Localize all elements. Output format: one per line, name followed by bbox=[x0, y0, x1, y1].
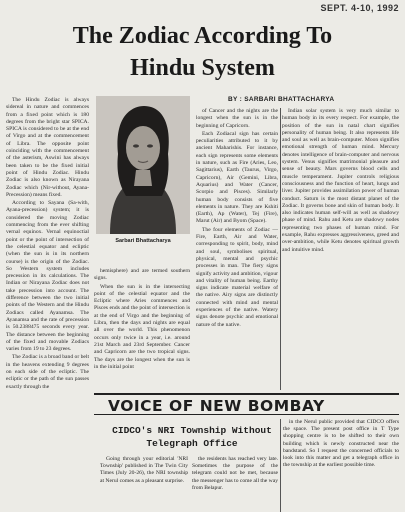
issue-date: SEPT. 4-10, 1992 bbox=[320, 3, 399, 13]
photo-caption: Sarbari Bhattacharya bbox=[115, 238, 171, 244]
paragraph: Indian solar system is very much similar to human body in its every respect. For example, the position of the sun in natal chart signifies personality of human being. It also represents life and soul as well as brain-computer. Moon signifies emotional strength of human mind. Mercury denotes intelligence of brain-computer and nervous system. Venus signifies matrimonial pleasure and sense of beauty. Mars governs blood cells and muscle temperament. Jupiter controls religious consciousness and the function of heart, lungs and liver. Jupiter provides assimilation power of human conduct. Saturn is the most distant planet of the Zodiac. It governs bone and skin of human body. It also indicates human self-will as well as shadowy phase of mind. Rahu and Ketu are shadowy nodes representing two phases of human mind. For example, Rahu expresses aggressiveness, greed and over-ambition, while Ketu denotes spiritual growth and intuitive mind. bbox=[282, 108, 399, 253]
paragraph: Going through your editorial 'NRI Township' published in The Twin City Times (July 20-26), the NRI township at Nerul comes as a pleasant surprise. bbox=[100, 456, 188, 484]
paragraph: The Zodiac is a broad band or belt in the heavens extending 9 degrees on each side of the ecliptic. The ecliptic or the path of the sun passes exactly through the bbox=[6, 354, 89, 390]
column-divider bbox=[280, 419, 281, 512]
paragraph: The four elements of Zodiac — Fire, Earth, Air and Water, corresponding to spirit, body, mind and soul, symbolises spiritual, physical, mental and psychic processes in man. The fiery signs signify activity and ambition, vigour and vitality of human being. Earthy signs indicate material welfare of the native. Airy signs are distinctly connected with mind and mental experiences of the native. Watery signs denote psychic and emotional nature of the native. bbox=[196, 226, 278, 328]
paragraph: the residents has reached very late. Sometimes the purpose of the telegram could not be met, because the messenger has to come all the way from Belapur. bbox=[192, 456, 278, 491]
paragraph: hemisphere) and are termed southern signs. bbox=[94, 268, 190, 282]
article-column-3 bbox=[196, 108, 278, 391]
paragraph: When the sun is in the intersecting point of the celestial equator and the Ecliptic where Aries commences and Pisces ends and the point of intersection is at the end of Virgo and the beginning of Libra, then the days and nights are equal all over the world. This phenomenon occurs only twice in a year, i.e. around 21st March and 23rd September. Cancer and Capricorn are the two tropical signs. The days are the longest when the sun is in the initial point bbox=[94, 283, 190, 370]
paragraph: The Hindu Zodiac is always sidereal in nature and commences from a fixed point which is 180 degrees from the bright star SPICA. SPICA is considered to be at the end of Virgo and at the commencement of Libra. The opposite point coinciding with the commencement of the asterism, Aswini has always been taken to be the fixed initial point of Hindu Zodiac. Hindu Zodiac is also known as Nirayana Zodiac which (Nir-without, Ayana-Precession) means fixed. bbox=[6, 97, 89, 198]
author-portrait-image bbox=[96, 96, 190, 234]
article-column-4 bbox=[282, 108, 399, 391]
column-divider bbox=[280, 108, 281, 390]
news-column-2 bbox=[192, 456, 278, 512]
paragraph: Each Zodiacal sign has certain peculiarities attributed to it by ancient Maharishis. For instance, each sign represents some elements in nature, such as Fire (Aries, Leo, Sagittarius), Earth (Taurus, Virgo, Capricorn), Air (Gemini, Libra, Aquarius) and Water (Cancer, Scorpio and Pisces). Similarly human body consists of five elements in nature. They are Kshiti (Earth), Ap (Water), Tej (Fire), Marut (Air) and Byom (Space). bbox=[196, 130, 278, 225]
article-title-line2: Hindu System bbox=[130, 55, 275, 81]
article-column-2 bbox=[94, 268, 190, 391]
article-column-1 bbox=[6, 97, 89, 421]
author-photo bbox=[96, 96, 190, 234]
news-column-3 bbox=[283, 419, 399, 512]
news-headline-line2: Telegraph Office bbox=[146, 438, 238, 449]
paragraph: in the Nerul public provided that CIDCO offers the space. The present post office in T Type shopping centre is to be shifted to their own building which is newly constructed near the bandstand. So I request the concerned officials to look into this matter and get a telegraph office in the township at the earliest possible time. bbox=[283, 419, 399, 469]
article-byline: BY : SARBARI BHATTACHARYA bbox=[228, 96, 335, 103]
article-title-line1: The Zodiac According To bbox=[72, 23, 333, 49]
paragraph: of Cancer and the nights are the longest when the sun is in the beginning of Capricorn. bbox=[196, 108, 278, 129]
news-headline-line1: CIDCO's NRI Township Without bbox=[112, 425, 272, 436]
news-column-1 bbox=[100, 456, 188, 512]
paragraph: According to Sayana (Sa-with, Ayana-precession) system; it is considered the moving Zodiac commencing from the ever shifting vernal equinox. Vernal equinoctial point or the point of intersection of the celestial equator and ecliptic (when the sun is in its northern course) is the origin of the Zodiac. So Western system includes precession in its calculations. The Indian or Nirayana Zodiac does not take precession into account. The difference between the two initial points of the Western and the Hindu Zodiacs called Ayanamsa. The Ayanamsa and the rate of precession is 50.2388475 seconds every year. The distance between the beginning of the fixed and movable Zodiacs varies from 19 to 23 degrees. bbox=[6, 200, 89, 353]
section-banner: VOICE OF NEW BOMBAY bbox=[94, 393, 399, 415]
